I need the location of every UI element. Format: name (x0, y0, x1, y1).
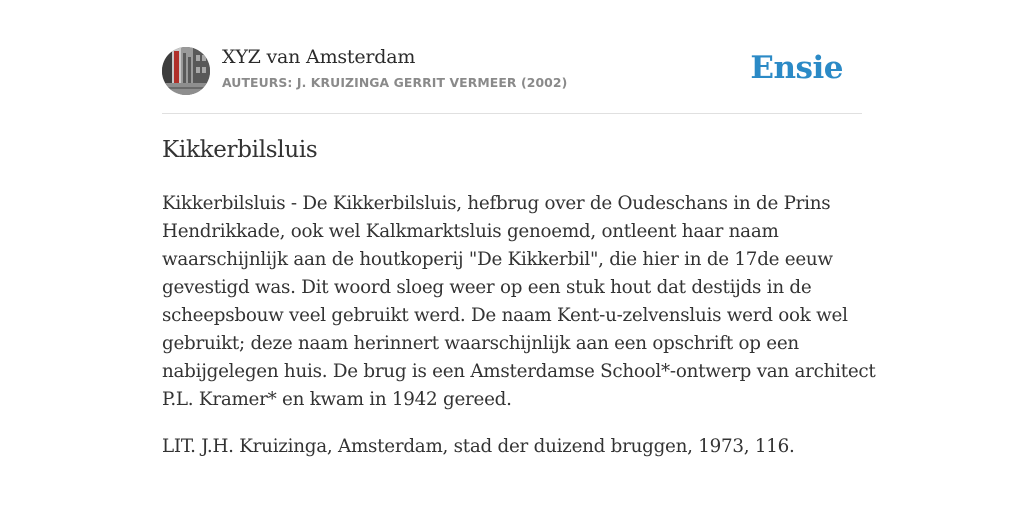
book-header (162, 46, 862, 96)
book-authors: AUTEURS: J. KRUIZINGA GERRIT VERMEER (2002) (222, 75, 568, 90)
body-line: P.L. Kramer* en kwam in 1942 gereed. (162, 389, 512, 410)
book-cover-avatar[interactable] (162, 47, 210, 95)
body-line: gebruikt; deze naam herinnert waarschijnlijk aan een opschrift op een (162, 333, 799, 354)
body-line: Hendrikkade, ook wel Kalkmarktsluis genoemd, ontleent haar naam (162, 221, 779, 242)
entry-title: Kikkerbilsluis (162, 137, 318, 163)
body-line: gevestigd was. Dit woord sloeg weer op een stuk hout dat destijds in de (162, 277, 812, 298)
header-divider (162, 113, 862, 114)
body-line: Kikkerbilsluis - De Kikkerbilsluis, hefbrug over de Oudeschans in de Prins (162, 193, 831, 214)
book-title[interactable]: XYZ van Amsterdam (222, 46, 416, 68)
body-line: waarschijnlijk aan de houtkoperij "De Kikkerbil", die hier in de 17de eeuw (162, 249, 833, 270)
entry-body (162, 190, 876, 414)
ensie-logo[interactable]: Ensie (750, 50, 843, 86)
literature-reference: LIT. J.H. Kruizinga, Amsterdam, stad der duizend bruggen, 1973, 116. (162, 436, 795, 457)
body-line: scheepsbouw veel gebruikt werd. De naam Kent-u-zelvensluis werd ook wel (162, 305, 848, 326)
book-cover-image (162, 47, 210, 95)
body-line: nabijgelegen huis. De brug is een Amsterdamse School*-ontwerp van architect (162, 361, 876, 382)
